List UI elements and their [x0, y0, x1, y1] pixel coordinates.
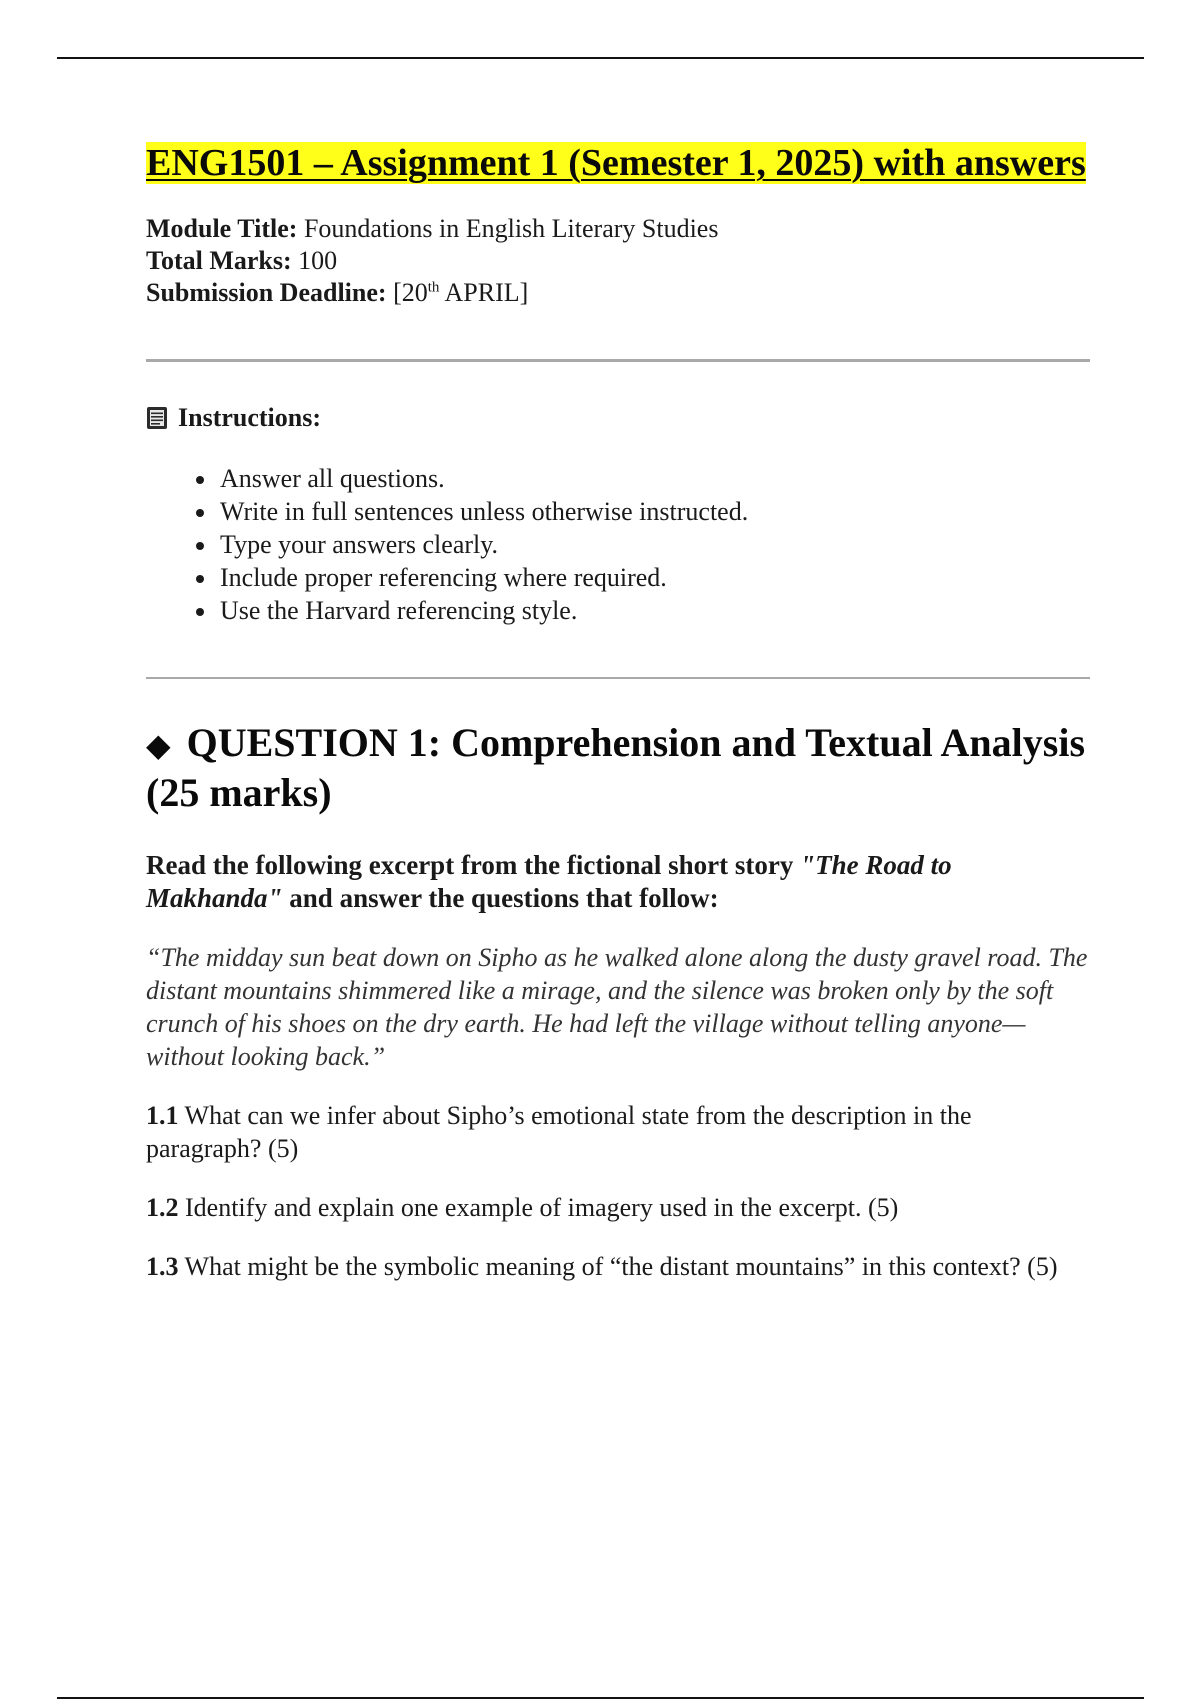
- page-top-rule: [57, 57, 1144, 59]
- story-excerpt: “The midday sun beat down on Sipho as he walked alone along the dusty gravel road. The distant mountains shimmered like a mirage, and the silence was broken only by the soft crunch of his shoes on the dry earth. He had left the village without telling anyone—without looking back.”: [146, 943, 1088, 1072]
- document-title: ENG1501 – Assignment 1 (Semester 1, 2025) with answers: [146, 142, 1086, 184]
- instructions-list: [146, 462, 1090, 627]
- list-item: • Use the Harvard referencing style.: [218, 594, 1090, 627]
- diamond-bullet-icon: ◆: [146, 727, 171, 763]
- question-1-heading-text: QUESTION 1: Comprehension and Textual Analysis (25 marks): [146, 720, 1086, 815]
- section-divider: [146, 677, 1090, 679]
- deadline-value-sup: th: [427, 279, 440, 296]
- list-item: • Answer all questions.: [218, 462, 1090, 495]
- book-icon: [146, 406, 168, 430]
- meta-module-title: [146, 213, 1090, 245]
- meta-value: 100: [291, 246, 338, 275]
- meta-total-marks: [146, 245, 1090, 277]
- question-text: What can we infer about Sipho’s emotional state from the description in the paragraph? (5): [146, 1101, 972, 1164]
- question-1-lead: Read the following excerpt from the fictional short story "The Road to Makhanda" and answer the questions that follow:: [146, 850, 952, 914]
- instructions-heading-label: Instructions:: [178, 403, 322, 432]
- instructions-heading: [146, 402, 1090, 434]
- meta-label: Submission Deadline:: [146, 278, 387, 307]
- meta-label: Total Marks:: [146, 246, 292, 275]
- meta-value: Foundations in English Literary Studies: [297, 214, 719, 243]
- list-item: • Type your answers clearly.: [218, 528, 1090, 561]
- question-number: 1.2: [146, 1193, 179, 1223]
- deadline-value-pre: [20: [386, 278, 428, 307]
- question-item-1-3: [146, 1250, 1090, 1283]
- question-text: What might be the symbolic meaning of “the distant mountains” in this context? (5): [178, 1252, 1058, 1282]
- question-text: Identify and explain one example of imagery used in the excerpt. (5): [178, 1193, 899, 1223]
- document-body: [146, 140, 1090, 1283]
- list-item: • Write in full sentences unless otherwise instructed.: [218, 495, 1090, 528]
- page-bottom-rule: [57, 1697, 1144, 1699]
- meta-submission-deadline: [146, 277, 1090, 309]
- section-divider: [146, 359, 1090, 362]
- list-item: • Include proper referencing where required.: [218, 561, 1090, 594]
- question-number: 1.3: [146, 1252, 179, 1282]
- story-title: "The Road to Makhanda": [146, 850, 952, 914]
- meta-label: Module Title:: [146, 214, 298, 243]
- question-item-1-1: [146, 1099, 1090, 1165]
- question-item-1-2: [146, 1191, 1090, 1224]
- deadline-value-post: APRIL]: [439, 278, 529, 307]
- question-1-heading: [146, 719, 1090, 816]
- assignment-meta: [146, 213, 1090, 309]
- question-number: 1.1: [146, 1101, 179, 1131]
